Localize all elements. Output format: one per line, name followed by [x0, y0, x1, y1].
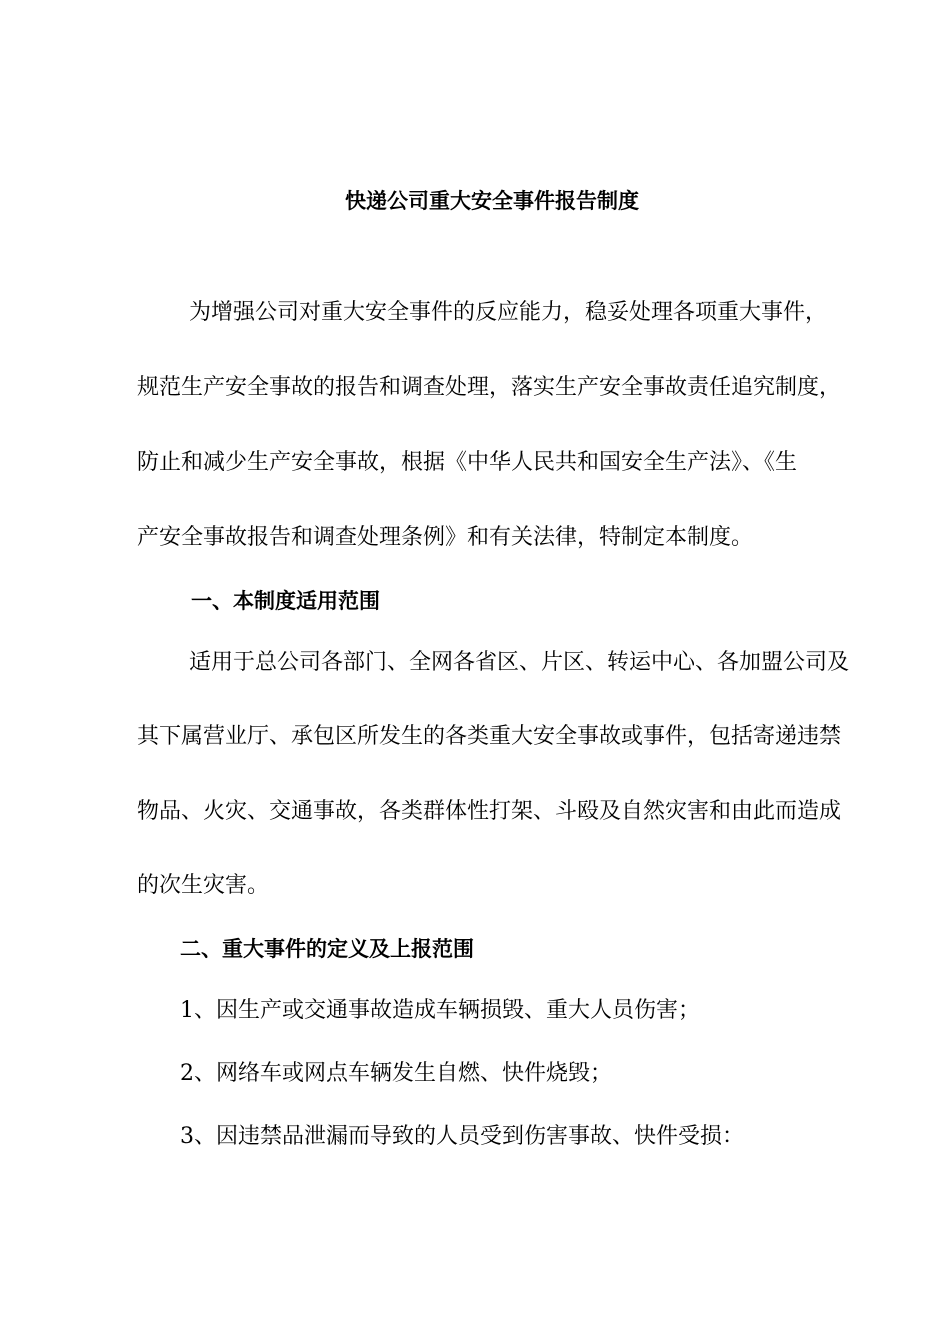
- document-title: 快递公司重大安全事件报告制度: [345, 188, 639, 213]
- section-1-heading: 一、本制度适用范围: [191, 589, 380, 613]
- intro-line-4: 产安全事故报告和调查处理条例》和有关法律，特制定本制度。: [137, 525, 754, 550]
- section-2-item-3: 3、因违禁品泄漏而导致的人员受到伤害事故、快件受损：: [180, 1124, 744, 1149]
- section-1-line-3: 物品、火灾、交通事故，各类群体性打架、斗殴及自然灾害和由此而造成: [137, 799, 842, 824]
- intro-line-1: 为增强公司对重大安全事件的反应能力，稳妥处理各项重大事件，: [189, 300, 828, 325]
- section-1-line-2: 其下属营业厅、承包区所发生的各类重大安全事故或事件，包括寄递违禁: [137, 724, 842, 749]
- section-1-line-4: 的次生灾害。: [137, 873, 270, 898]
- intro-line-2: 规范生产安全事故的报告和调查处理，落实生产安全事故责任追究制度，: [137, 375, 842, 400]
- intro-line-3: 防止和减少生产安全事故，根据《中华人民共和国安全生产法》、《生: [137, 450, 798, 475]
- section-1-line-1: 适用于总公司各部门、全网各省区、片区、转运中心、各加盟公司及: [189, 650, 850, 675]
- section-2-heading: 二、重大事件的定义及上报范围: [180, 937, 474, 961]
- section-2-item-1: 1、因生产或交通事故造成车辆损毁、重大人员伤害；: [180, 998, 700, 1023]
- section-2-item-2: 2、网络车或网点车辆发生自燃、快件烧毁；: [180, 1061, 612, 1086]
